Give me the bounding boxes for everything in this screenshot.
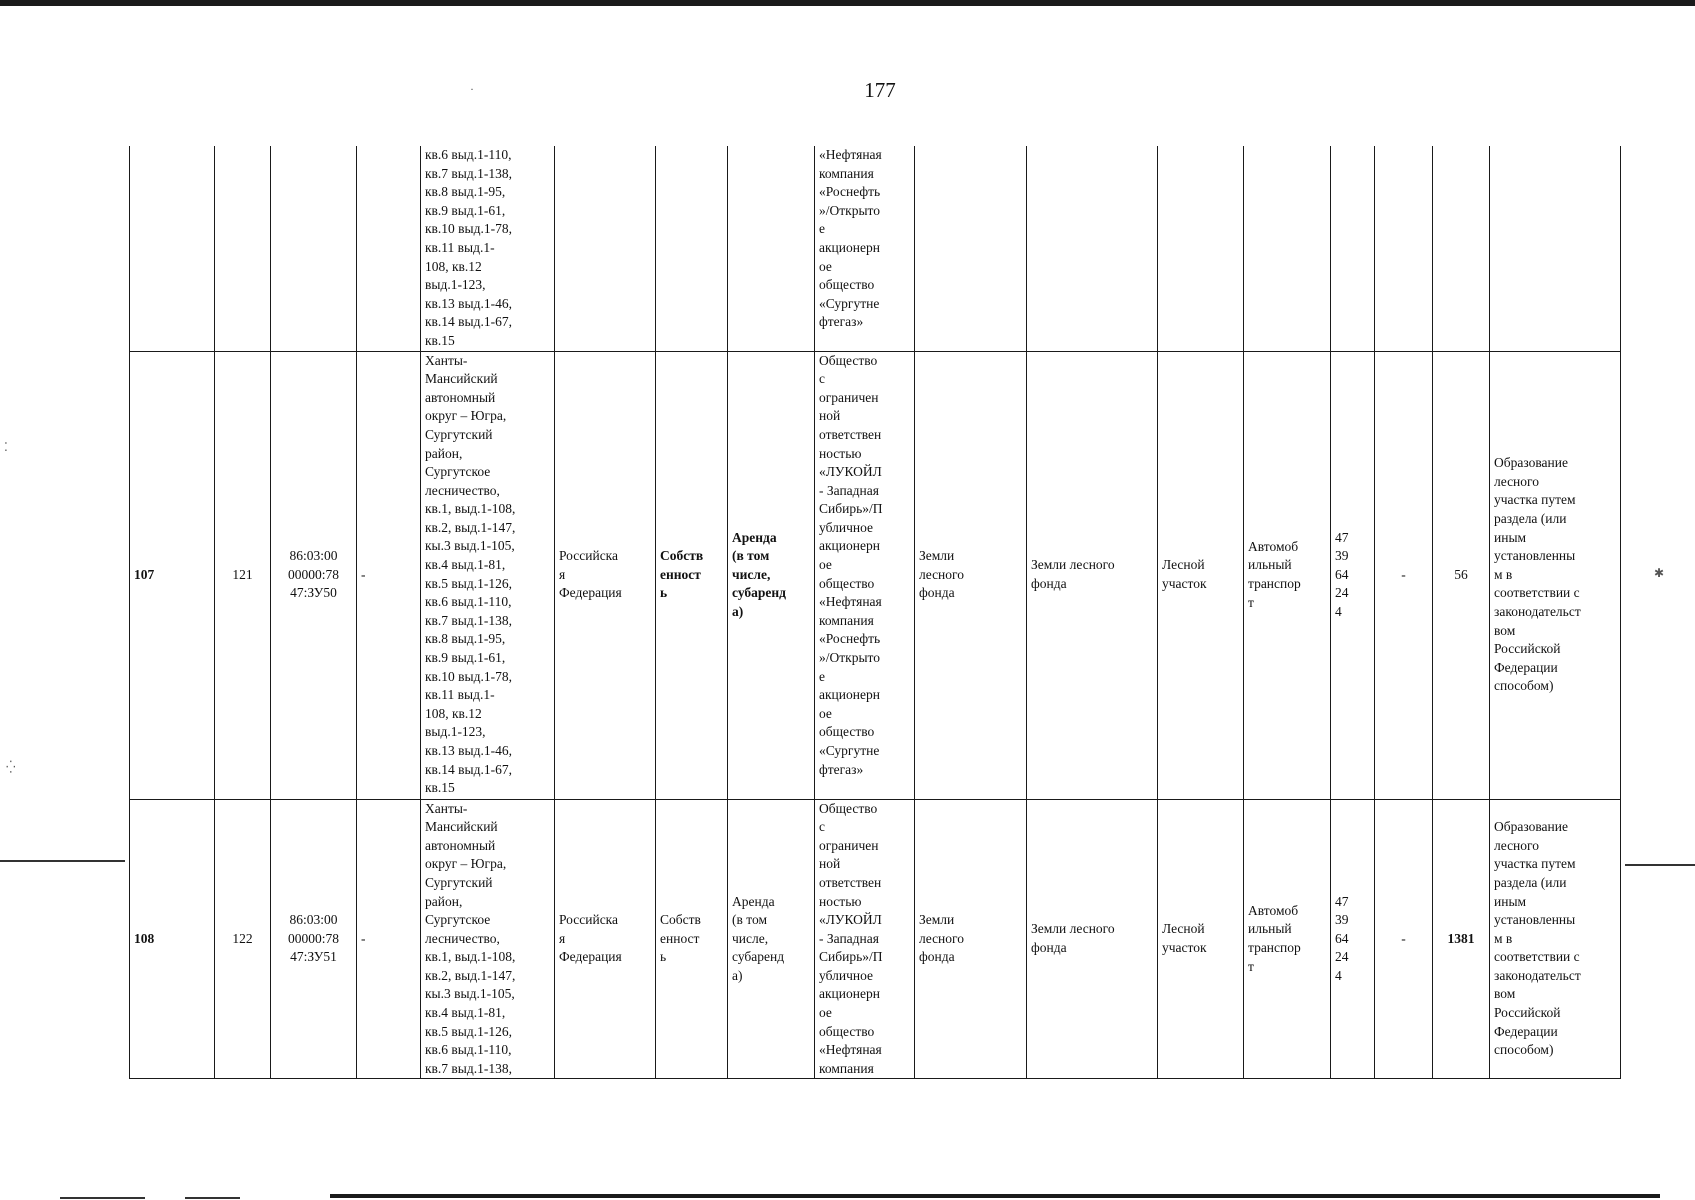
permitted-use-cell: Земли лесного фонда bbox=[1027, 799, 1158, 1079]
location-cell: кв.6 выд.1-110, кв.7 выд.1-138, кв.8 выд.1-95, кв.9 выд.1-61, кв.10 выд.1-78, кв.11 выд.1- 108, кв.12 выд.1-123, кв.13 выд.1-46, кв.14 выд.1-67, кв.15 bbox=[421, 146, 555, 351]
scan-artifact-line-left bbox=[0, 860, 125, 862]
page-number: 177 bbox=[864, 78, 896, 102]
object-type-cell: Лесной участок bbox=[1158, 351, 1244, 799]
land-category-cell: Земли лесного фонда bbox=[915, 351, 1027, 799]
land-category-cell: Земли лесного фонда bbox=[915, 799, 1027, 1079]
code-cell: 47 39 64 24 4 bbox=[1331, 351, 1375, 799]
permitted-use-cell bbox=[1027, 146, 1158, 351]
dash-cell: - bbox=[357, 799, 421, 1079]
dash-cell: - bbox=[357, 351, 421, 799]
owner-cell: Российска я Федерация bbox=[555, 351, 656, 799]
holder-cell: Общество с ограничен ной ответствен ностью «ЛУКОЙЛ - Западная Сибирь»/П убличное акционерн ое общество «Нефтяная компания «Роснефть »/Открыто е акционерн ое общество «Сургутне фтегаз» bbox=[815, 351, 915, 799]
bottom-edge-fragment bbox=[60, 1197, 145, 1199]
purpose-cell bbox=[1244, 146, 1331, 351]
encumbrance-cell: Аренда (в том числе, субаренд а) bbox=[728, 351, 815, 799]
location-cell: Ханты- Мансийский автономный округ – Югра, Сургутский район, Сургутское лесничество, кв.1, выд.1-108, кв.2, выд.1-147, кы.3 выд.1-105, кв.4 выд.1-81, кв.5 выд.1-126, кв.6 выд.1-110, кв.7 выд.1-138, кв.8 выд.1-95, кв.9 выд.1-61, кв.10 выд.1-78, кв.11 выд.1- 108, кв.12 выд.1-123, кв.13 выд.1-46, кв.14 выд.1-67, кв.15 bbox=[421, 351, 555, 799]
bottom-edge-fragment bbox=[185, 1197, 240, 1199]
purpose-cell: Автомоб ильный транспор т bbox=[1244, 351, 1331, 799]
right-type-cell: Собств енност ь bbox=[656, 799, 728, 1079]
permitted-use-cell: Земли лесного фонда bbox=[1027, 351, 1158, 799]
top-border-line bbox=[0, 0, 1695, 6]
land-plot-register-table bbox=[129, 146, 1621, 1079]
right-type-cell bbox=[656, 146, 728, 351]
area-cell bbox=[1433, 146, 1490, 351]
bottom-border-line bbox=[330, 1194, 1660, 1198]
scan-speck: · bbox=[470, 82, 474, 96]
table-row bbox=[130, 799, 1621, 1079]
encumbrance-cell: Аренда (в том числе, субаренд а) bbox=[728, 799, 815, 1079]
row-number-cell bbox=[130, 146, 215, 351]
right-type-cell: Собств енност ь bbox=[656, 351, 728, 799]
dash2-cell: - bbox=[1375, 351, 1433, 799]
cadastral-number-cell: 86:03:00 00000:78 47:ЗУ51 bbox=[271, 799, 357, 1079]
table-row bbox=[130, 351, 1621, 799]
scan-speck: ✱ bbox=[1654, 566, 1665, 580]
cadastral-number-cell: 86:03:00 00000:78 47:ЗУ50 bbox=[271, 351, 357, 799]
area-cell: 56 bbox=[1433, 351, 1490, 799]
location-cell: Ханты- Мансийский автономный округ – Югра, Сургутский район, Сургутское лесничество, кв.1, выд.1-108, кв.2, выд.1-147, кы.3 выд.1-105, кв.4 выд.1-81, кв.5 выд.1-126, кв.6 выд.1-110, кв.7 выд.1-138, bbox=[421, 799, 555, 1079]
scan-artifact-line-right bbox=[1625, 864, 1695, 866]
note-cell: Образование лесного участка путем раздела (или иным установленны м в соответствии с законодательст вом Российской Федерации способом) bbox=[1490, 799, 1621, 1079]
code-cell: 47 39 64 24 4 bbox=[1331, 799, 1375, 1079]
item-number-cell: 121 bbox=[215, 351, 271, 799]
scan-speck: ⁛ bbox=[6, 760, 16, 774]
holder-cell: «Нефтяная компания «Роснефть »/Открыто е акционерн ое общество «Сургутне фтегаз» bbox=[815, 146, 915, 351]
dash2-cell: - bbox=[1375, 799, 1433, 1079]
scan-speck: ⁚ bbox=[4, 440, 8, 454]
item-number-cell bbox=[215, 146, 271, 351]
dash2-cell bbox=[1375, 146, 1433, 351]
holder-cell: Общество с ограничен ной ответствен ностью «ЛУКОЙЛ - Западная Сибирь»/П убличное акционерн ое общество «Нефтяная компания bbox=[815, 799, 915, 1079]
note-cell: Образование лесного участка путем раздела (или иным установленны м в соответствии с законодательст вом Российской Федерации способом) bbox=[1490, 351, 1621, 799]
object-type-cell: Лесной участок bbox=[1158, 799, 1244, 1079]
code-cell bbox=[1331, 146, 1375, 351]
owner-cell: Российска я Федерация bbox=[555, 799, 656, 1079]
table-row bbox=[130, 146, 1621, 351]
area-cell: 1381 bbox=[1433, 799, 1490, 1079]
row-number-cell: 107 bbox=[130, 351, 215, 799]
cadastral-number-cell bbox=[271, 146, 357, 351]
note-cell bbox=[1490, 146, 1621, 351]
row-number-cell: 108 bbox=[130, 799, 215, 1079]
encumbrance-cell bbox=[728, 146, 815, 351]
object-type-cell bbox=[1158, 146, 1244, 351]
item-number-cell: 122 bbox=[215, 799, 271, 1079]
land-category-cell bbox=[915, 146, 1027, 351]
owner-cell bbox=[555, 146, 656, 351]
purpose-cell: Автомоб ильный транспор т bbox=[1244, 799, 1331, 1079]
dash-cell bbox=[357, 146, 421, 351]
